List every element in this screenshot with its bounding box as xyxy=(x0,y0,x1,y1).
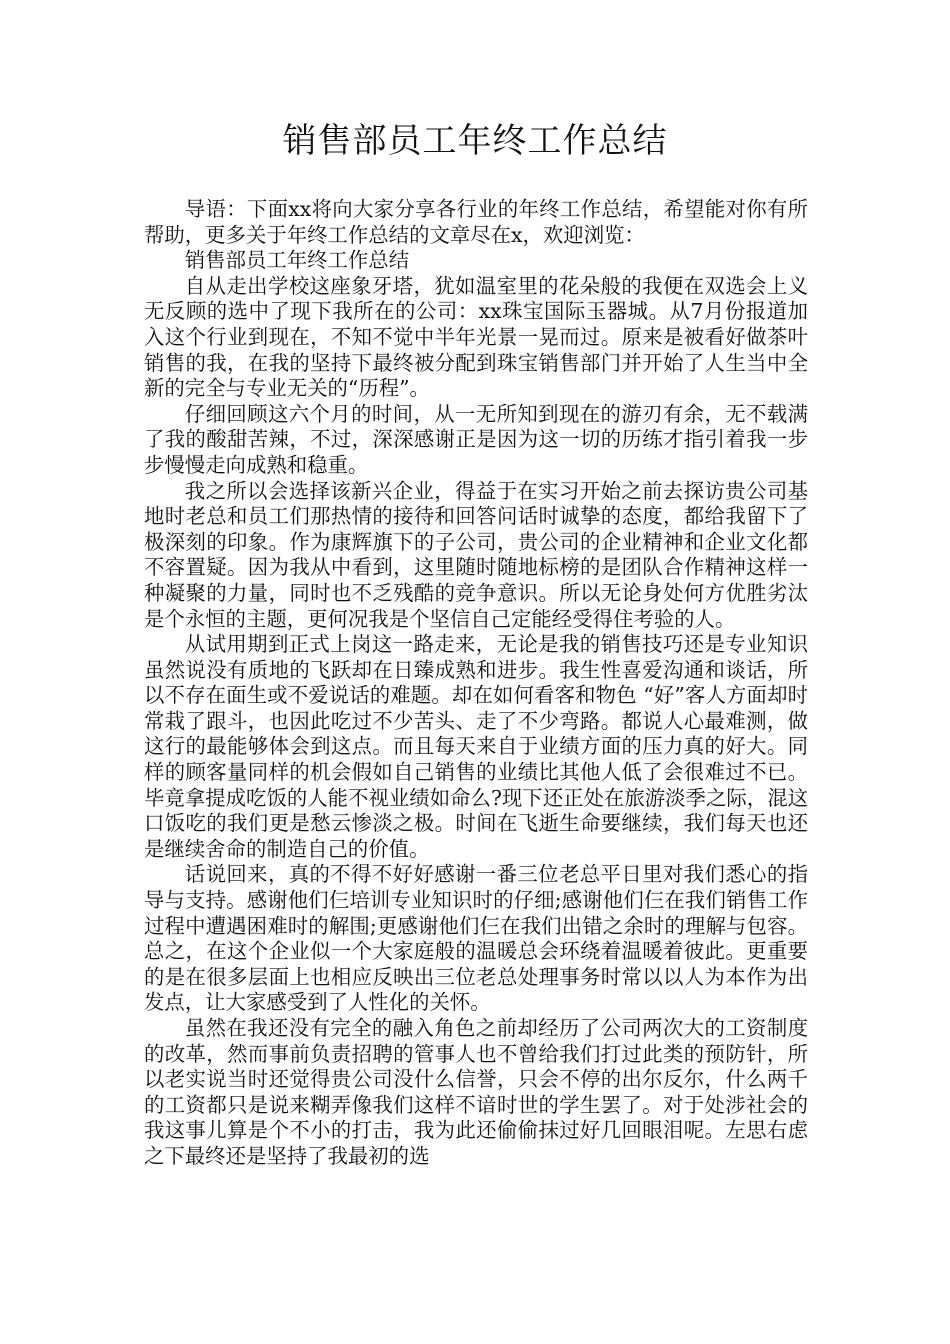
document-body xyxy=(144,197,808,1170)
body-paragraph: 虽然在我还没有完全的融入角色之前却经历了公司两次大的工资制度的改革，然而事前负责招聘的管事人也不曾给我们打过此类的预防针，所以老实说当时还觉得贵公司没什么信誉，只会不停的出尔反尔，什么两千的工资都只是说来糊弄像我们这样不谙时世的学生罢了。对于处涉社会的我这事儿算是个不小的打击，我为此还偷偷抹过好几回眼泪呢。左思右虑之下最终还是坚持了我最初的选 xyxy=(144,1016,808,1168)
body-paragraph: 我之所以会选择该新兴企业，得益于在实习开始之前去探访贵公司基地时老总和员工们那热情的接待和回答问话时诚挚的态度，都给我留下了极深刻的印象。作为康辉旗下的子公司，贵公司的企业精神和企业文化都不容置疑。因为我从中看到，这里随时随地标榜的是团队合作精神这样一种凝聚的力量，同时也不乏残酷的竞争意识。所以无论身处何方优胜劣汰是个永恒的主题，更何况我是个坚信自己定能经受得住考验的人。 xyxy=(144,478,808,631)
subtitle-paragraph: 销售部员工年终工作总结 xyxy=(184,248,410,273)
body-paragraph: 话说回来，真的不得不好好感谢一番三位老总平日里对我们悉心的指导与支持。感谢他们仨培训专业知识时的仔细;感谢他们仨在我们销售工作过程中遭遇困难时的解围;更感谢他们仨在我们出错之余时的理解与包容。总之，在这个企业似一个大家庭般的温暖总会环绕着温暖着彼此。更重要的是在很多层面上也相应反映出三位老总处理事务时常以以人为本作为出发点，让大家感受到了人性化的关怀。 xyxy=(144,862,808,1015)
intro-paragraph: 导语：下面xx将向大家分享各行业的年终工作总结，希望能对你有所帮助，更多关于年终工作总结的文章尽在x，欢迎浏览： xyxy=(144,197,808,247)
body-paragraph: 自从走出学校这座象牙塔，犹如温室里的花朵般的我便在双选会上义无反顾的选中了现下我所在的公司：xx珠宝国际玉器城。从7月份报道加入这个行业到现在，不知不觉中半年光景一晃而过。原来是被看好做茶叶销售的我，在我的坚持下最终被分配到珠宝销售部门并开始了人生当中全新的完全与专业无关的“历程”。 xyxy=(144,273,808,401)
body-paragraph: 仔细回顾这六个月的时间，从一无所知到现在的游刃有余，无不载满了我的酸甜苦辣，不过，深深感谢正是因为这一切的历练才指引着我一步步慢慢走向成熟和稳重。 xyxy=(144,401,808,477)
document-title: 销售部员工年终工作总结 xyxy=(282,121,668,161)
body-paragraph: 从试用期到正式上岗这一路走来，无论是我的销售技巧还是专业知识虽然说没有质地的飞跃却在日臻成熟和进步。我生性喜爱沟通和谈话，所以不存在面生或不爱说话的难题。却在如何看客和物色 “好”客人方面却时常栽了跟斗，也因此吃过不少苦头、走了不少弯路。都说人心最难测，做这行的最能够体会到这点。而且每天来自于业绩方面的压力真的好大。同样的顾客量同样的机会假如自己销售的业绩比其他人低了会很难过不已。毕竟拿提成吃饭的人能不视业绩如命么?现下还正处在旅游淡季之际，混这口饭吃的我们更是愁云惨淡之极。时间在飞逝生命要继续，我们每天也还是继续舍命的制造自己的价值。 xyxy=(144,632,808,861)
